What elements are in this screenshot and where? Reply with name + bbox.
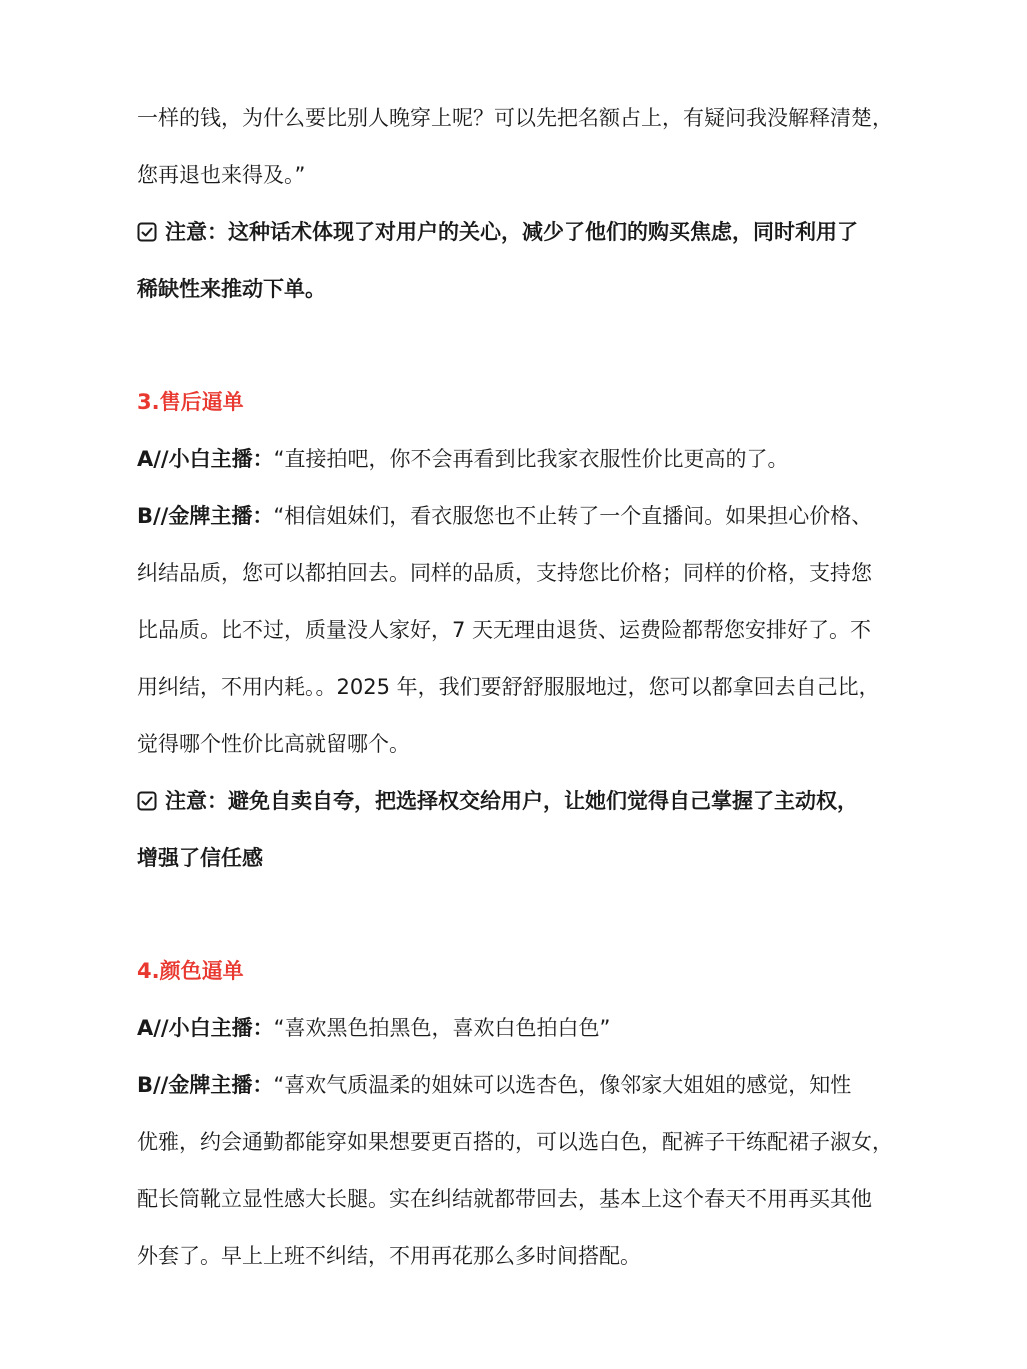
speaker-a-line (137, 1000, 897, 1057)
section-gap (137, 318, 897, 374)
paragraph-line: 纠结品质，您可以都拍回去。同样的品质，支持您比价格；同样的价格，支持您 (137, 561, 872, 585)
note-line: 稀缺性来推动下单。 (137, 277, 326, 301)
speaker-a-label: A//小白主播： (137, 1016, 274, 1040)
note-line (137, 204, 897, 261)
paragraph-line: 比品质。比不过，质量没人家好，7 天无理由退货、运费险都帮您安排好了。不 (137, 618, 872, 642)
speaker-a-text: “喜欢黑色拍黑色，喜欢白色拍白色” (273, 1016, 611, 1040)
note-text: 避免自卖自夸，把选择权交给用户，让她们觉得自己掌握了主动权， (228, 789, 858, 813)
paragraph-line: 用纠结，不用内耗。。2025 年，我们要舒舒服服地过，您可以都拿回去自己比， (137, 675, 880, 699)
paragraph-line: 您再退也来得及。” (137, 163, 306, 187)
speaker-a-label: A//小白主播： (137, 447, 274, 471)
note-line (137, 773, 897, 830)
note-label: 注意： (165, 220, 228, 244)
paragraph-line: 优雅，约会通勤都能穿如果想要更百搭的，可以选白色，配裤子干练配裙子淑女， (137, 1130, 893, 1154)
checkbox-checked-icon (137, 222, 157, 242)
section-heading: 3.售后逼单 (137, 390, 244, 414)
speaker-b-line (137, 488, 897, 545)
speaker-b-line (137, 1057, 897, 1114)
paragraph-line: 配长筒靴立显性感大长腿。实在纠结就都带回去，基本上这个春天不用再买其他 (137, 1187, 872, 1211)
note-label: 注意： (165, 789, 228, 813)
paragraph-line: 一样的钱，为什么要比别人晚穿上呢？可以先把名额占上，有疑问我没解释清楚， (137, 106, 893, 130)
note-line: 增强了信任感 (137, 846, 263, 870)
speaker-b-label: B//金牌主播： (137, 1073, 274, 1097)
speaker-a-line (137, 431, 897, 488)
paragraph-line: 外套了。早上上班不纠结，不用再花那么多时间搭配。 (137, 1244, 641, 1268)
paragraph-line: 觉得哪个性价比高就留哪个。 (137, 732, 410, 756)
section-gap (137, 887, 897, 943)
speaker-b-text: “相信姐妹们，看衣服您也不止转了一个直播间。如果担心价格、 (273, 504, 873, 528)
section-heading: 4.颜色逼单 (137, 959, 244, 983)
speaker-a-text: “直接拍吧，你不会再看到比我家衣服性价比更高的了。 (273, 447, 789, 471)
note-text: 这种话术体现了对用户的关心，减少了他们的购买焦虑，同时利用了 (228, 220, 858, 244)
speaker-b-text: “喜欢气质温柔的姐妹可以选杏色，像邻家大姐姐的感觉，知性 (273, 1073, 852, 1097)
document-page (137, 90, 897, 1285)
speaker-b-label: B//金牌主播： (137, 504, 274, 528)
checkbox-checked-icon (137, 791, 157, 811)
